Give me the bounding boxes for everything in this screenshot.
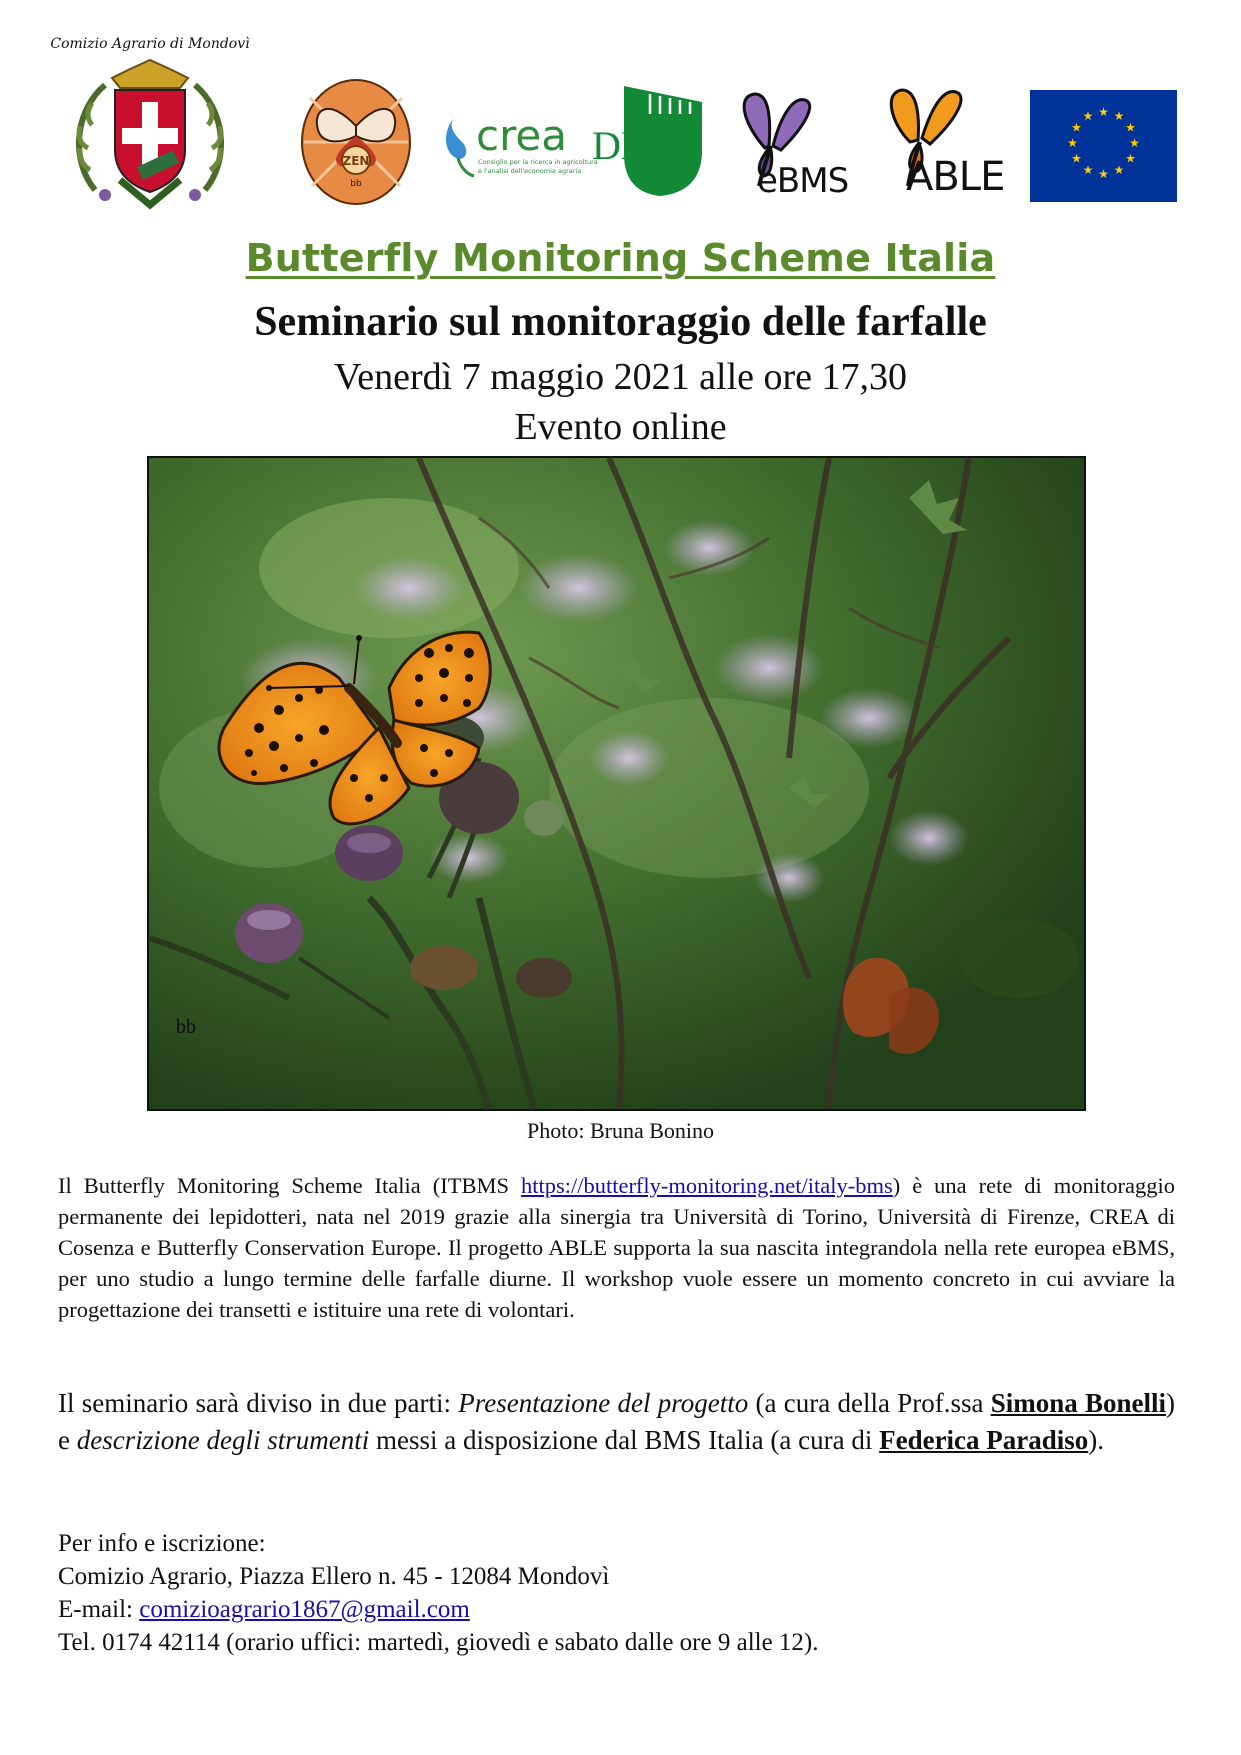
part-1-title: Presentazione del progetto: [458, 1388, 749, 1418]
seminar-parts-paragraph: [58, 1385, 1175, 1459]
svg-text:★: ★: [1071, 151, 1082, 166]
zen-logo-small: bb: [350, 179, 362, 189]
comizio-logo-text: Comizio Agrario di Mondovì: [50, 36, 250, 52]
bms-title: [0, 236, 1241, 280]
zen-logo: [300, 78, 412, 206]
parts-text-2: (a cura della Prof.ssa: [748, 1388, 991, 1418]
photo-caption: Photo: Bruna Bonino: [526, 1118, 714, 1143]
svg-text:★: ★: [1113, 109, 1125, 123]
svg-text:★: ★: [1125, 120, 1136, 135]
photo-watermark: bb: [176, 1016, 196, 1038]
parts-text-1: Il seminario sarà diviso in due parti:: [58, 1388, 459, 1418]
parts-text-3: ) e: [58, 1388, 1176, 1455]
parts-text-4: messi a disposizione dal BMS Italia (a cura di: [369, 1425, 880, 1455]
dbios-logo-name: DBios: [592, 123, 695, 168]
dbios-logo: [590, 84, 705, 199]
crea-logo-subtitle-1: Consiglio per la ricerca in agricoltura: [478, 158, 598, 166]
part-2-title: descrizione degli strumenti: [76, 1425, 370, 1455]
svg-text:★: ★: [1067, 136, 1078, 150]
crea-logo-subtitle-2: e l'analisi dell'economia agraria: [478, 167, 582, 175]
speaker-1-name: Simona Bonelli: [990, 1388, 1167, 1418]
eu-flag: [1030, 90, 1177, 202]
crea-logo-name: crea: [476, 111, 568, 160]
contact-info: [58, 1527, 1175, 1659]
svg-text:★: ★: [1129, 136, 1140, 150]
contact-email-line: [58, 1593, 1175, 1626]
event-date: Venerdì 7 maggio 2021 alle ore 17,30: [333, 356, 908, 398]
contact-address: Comizio Agrario, Piazza Ellero n. 45 - 12084 Mondovì: [58, 1563, 610, 1590]
svg-text:★: ★: [1098, 105, 1109, 119]
svg-text:★: ★: [1082, 163, 1094, 177]
itbms-link[interactable]: https://butterfly-monitoring.net/italy-bms: [520, 1173, 893, 1198]
contact-intro: Per info e iscrizione:: [58, 1530, 266, 1557]
able-logo: [880, 82, 1015, 202]
description-paragraph: [58, 1170, 1175, 1325]
email-link[interactable]: comizioagrario1867@gmail.com: [139, 1596, 470, 1623]
seminar-title: Seminario sul monitoraggio delle farfalle: [254, 299, 987, 345]
svg-text:★: ★: [1125, 151, 1136, 166]
ebms-logo-name: eBMS: [757, 161, 849, 201]
svg-text:★: ★: [1071, 120, 1082, 135]
svg-text:★: ★: [1098, 167, 1109, 181]
description-text-rest: ) è una rete di monitoraggio permanente dei lepidotteri, nata nel 2019 grazie alla sinergia tra Università di Torino, Università di Firenze, CREA di Cosenza e Butterfly Conservation Europe. Il progetto ABLE supporta la sua nascita integrandola nella rete europea eBMS, per uno studio a lungo termine delle farfalle diurne. Il workshop vuole essere un momento concreto in cui avviare la progettazione dei transetti e istituire una rete di volontari.: [58, 1173, 1175, 1322]
email-label: E-mail:: [58, 1596, 140, 1623]
zen-logo-letters: ZEN: [342, 154, 370, 168]
bms-title-text: Butterfly Monitoring Scheme Italia: [245, 236, 996, 280]
butterfly-photo: [147, 456, 1086, 1111]
comizio-agrario-logo: [50, 30, 250, 215]
able-logo-name: ABLE: [906, 154, 1005, 200]
parts-text-5: ).: [1088, 1425, 1105, 1455]
event-type: Evento online: [514, 406, 727, 448]
description-text-start: Il Butterfly Monitoring Scheme Italia (ITBMS: [58, 1173, 521, 1198]
crea-logo: [440, 102, 598, 192]
speaker-2-name: Federica Paradiso: [879, 1425, 1089, 1455]
contact-phone: Tel. 0174 42114 (orario uffici: martedì, giovedì e sabato dalle ore 9 alle 12).: [58, 1629, 819, 1656]
svg-text:★: ★: [1113, 163, 1125, 177]
ebms-logo: [725, 86, 860, 201]
svg-text:★: ★: [1082, 109, 1094, 123]
